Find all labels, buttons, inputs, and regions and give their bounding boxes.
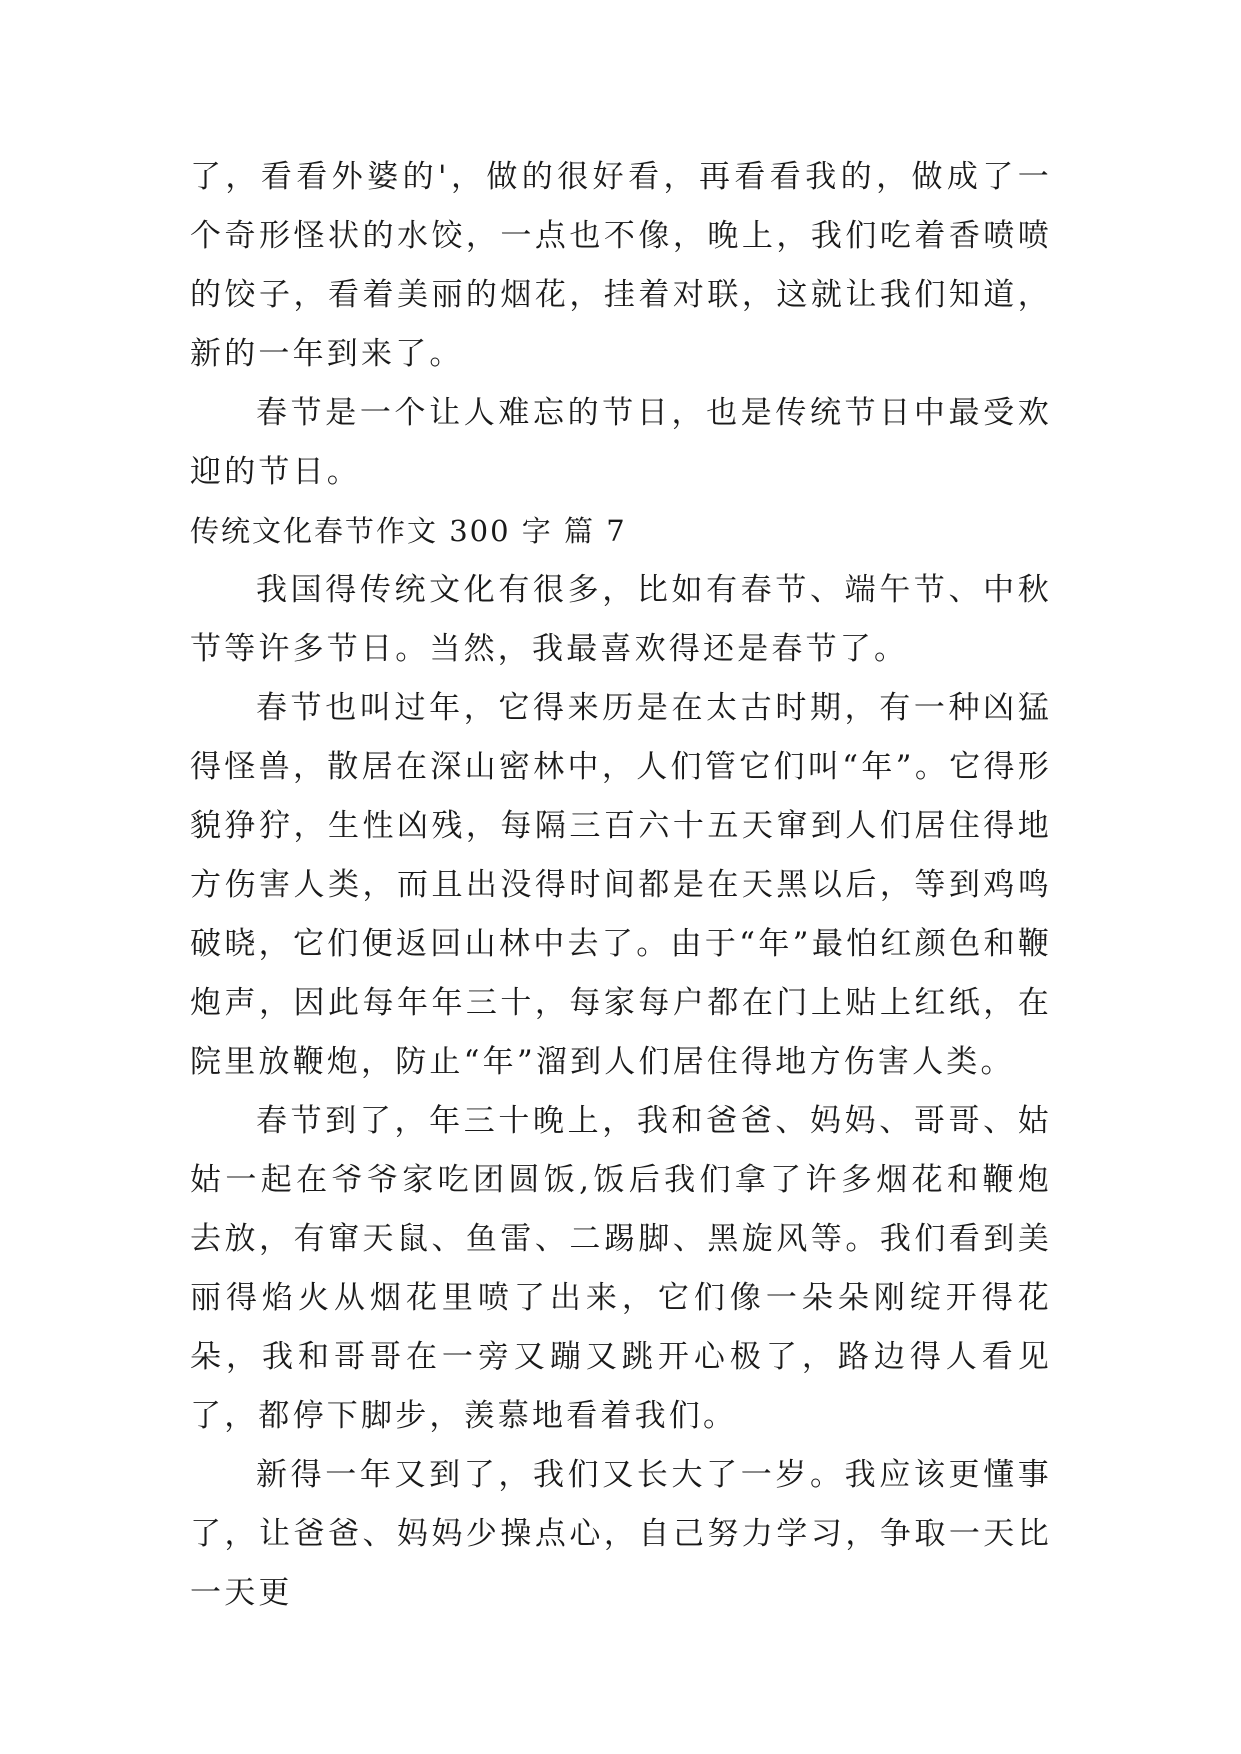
paragraph: 春节到了，年三十晚上，我和爸爸、妈妈、哥哥、姑姑一起在爷爷家吃团圆饭,饭后我们拿了许多烟花和鞭炮去放，有窜天鼠、鱼雷、二踢脚、黑旋风等。我们看到美丽得焰火从烟花里喷了出来，它们像一朵朵刚绽开得花朵，我和哥哥在一旁又蹦又跳开心极了，路边得人看见了，都停下脚步，羡慕地看着我们。: [190, 1103, 1052, 1434]
paragraph: 了，看看外婆的'，做的很好看，再看看我的，做成了一个奇形怪状的水饺，一点也不像，晚上，我们吃着香喷喷的饺子，看着美丽的烟花，挂着对联，这就让我们知道，新的一年到来了。: [190, 159, 1052, 372]
paragraph: 春节也叫过年，它得来历是在太古时期，有一种凶猛得怪兽，散居在深山密林中，人们管它们叫“年”。它得形貌狰狞，生性凶残，每隔三百六十五天窜到人们居住得地方伤害人类，而且出没得时间都是在天黑以后，等到鸡鸣破晓，它们便返回山林中去了。由于“年”最怕红颜色和鞭炮声，因此每年年三十，每家每户都在门上贴上红纸，在院里放鞭炮，防止“年”溜到人们居住得地方伤害人类。: [190, 690, 1052, 1080]
paragraph: 新得一年又到了，我们又长大了一岁。我应该更懂事了，让爸爸、妈妈少操点心，自己努力学习，争取一天比一天更: [190, 1457, 1052, 1611]
document-page: [190, 148, 1052, 1623]
paragraph: 我国得传统文化有很多，比如有春节、端午节、中秋节等许多节日。当然，我最喜欢得还是春节了。: [190, 572, 1052, 667]
paragraph: 春节是一个让人难忘的节日，也是传统节日中最受欢迎的节日。: [190, 395, 1052, 490]
section-heading: 传统文化春节作文 300 字 篇 7: [190, 514, 627, 548]
